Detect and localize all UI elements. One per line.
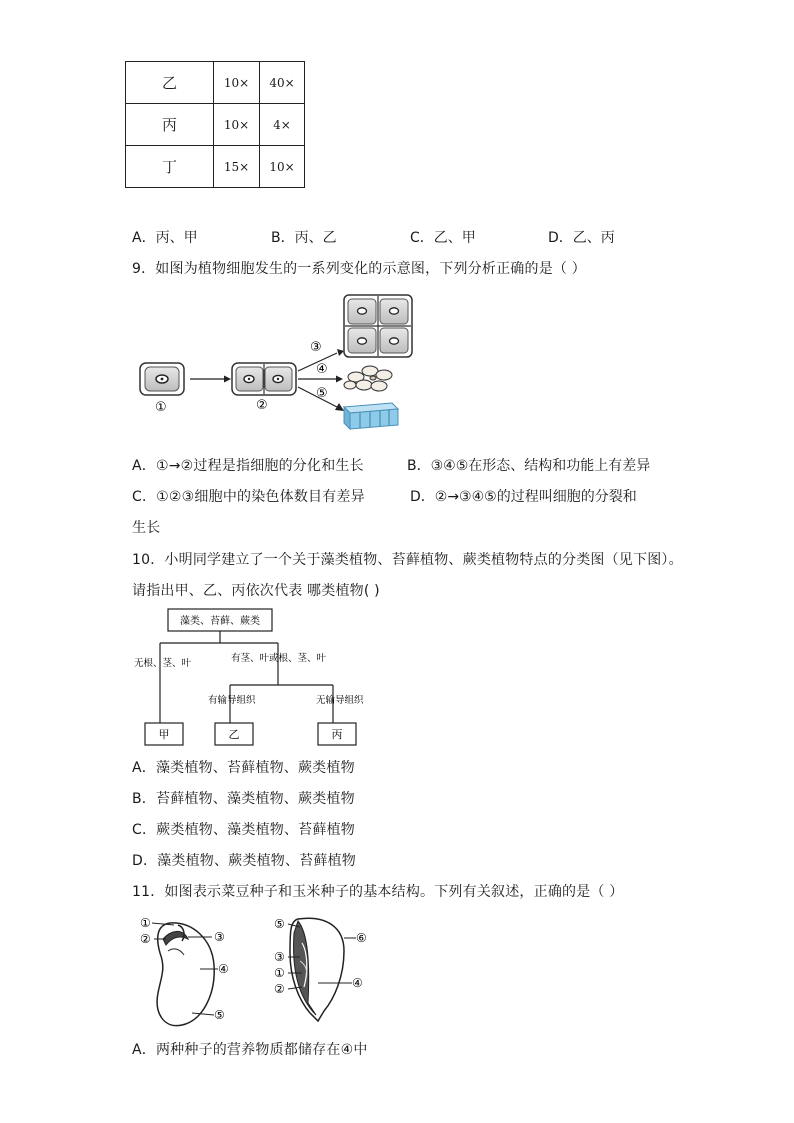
cell-1 bbox=[140, 363, 184, 395]
q10-option-d[interactable]: D．藻类植物、蕨类植物、苔藓植物 bbox=[132, 853, 356, 869]
corn-label-5: ⑤ bbox=[274, 917, 285, 931]
q8-option-d[interactable]: D．乙、丙 bbox=[548, 230, 615, 246]
q10-option-c[interactable]: C．蕨类植物、藻类植物、苔藓植物 bbox=[132, 822, 355, 838]
corn-label-1: ① bbox=[274, 966, 285, 980]
table-cell: 4× bbox=[260, 104, 305, 146]
q8-option-c[interactable]: C．乙、甲 bbox=[410, 230, 476, 246]
q9-option-d[interactable]: D．②→③④⑤的过程叫细胞的分裂和 bbox=[410, 489, 637, 505]
cell-group-4 bbox=[344, 366, 392, 391]
q9-option-c[interactable]: C．①②③细胞中的染色体数目有差异 bbox=[132, 489, 365, 505]
bean-label-4: ④ bbox=[218, 962, 229, 976]
table-cell: 40× bbox=[260, 62, 305, 104]
diagram-leaf-yi: 乙 bbox=[228, 728, 240, 741]
corn-label-4: ④ bbox=[352, 976, 363, 990]
table-cell: 15× bbox=[214, 146, 260, 188]
q10-option-a[interactable]: A．藻类植物、苔藓植物、蕨类植物 bbox=[132, 760, 355, 776]
classification-diagram bbox=[130, 605, 390, 750]
table-cell: 乙 bbox=[126, 62, 214, 104]
q11-option-a[interactable]: A．两种种子的营养物质都储存在④中 bbox=[132, 1042, 368, 1058]
cell-group-3 bbox=[344, 295, 412, 357]
seed-structure-figure bbox=[130, 903, 380, 1033]
q8-options bbox=[0, 227, 794, 247]
table-cell: 10× bbox=[214, 62, 260, 104]
diagram-sub-left: 有输导组织 bbox=[208, 695, 256, 706]
label-1: ① bbox=[155, 400, 167, 415]
bean-seed bbox=[157, 923, 214, 1026]
diagram-leaf-bing: 丙 bbox=[331, 728, 343, 741]
q8-option-a[interactable]: A．丙、甲 bbox=[132, 230, 198, 246]
table-cell: 丙 bbox=[126, 104, 214, 146]
q8-option-b[interactable]: B．丙、乙 bbox=[271, 230, 337, 246]
diagram-sub-right: 无输导组织 bbox=[316, 695, 364, 706]
label-4: ④ bbox=[316, 362, 328, 377]
magnification-table bbox=[125, 61, 305, 188]
q9-option-d-continued: 生长 bbox=[132, 520, 161, 536]
diagram-root: 藻类、苔藓、蕨类 bbox=[180, 616, 260, 627]
table-row bbox=[126, 62, 305, 104]
table-row bbox=[126, 146, 305, 188]
label-2: ② bbox=[256, 398, 268, 413]
corn-label-2: ② bbox=[274, 982, 285, 996]
table-cell: 10× bbox=[214, 104, 260, 146]
diagram-left-branch: 无根、茎、叶 bbox=[134, 658, 192, 669]
corn-label-6: ⑥ bbox=[356, 931, 367, 945]
cell-group-5 bbox=[344, 403, 398, 429]
table-row bbox=[126, 104, 305, 146]
q9-option-b[interactable]: B．③④⑤在形态、结构和功能上有差异 bbox=[407, 458, 651, 474]
diagram-leaf-jia: 甲 bbox=[158, 728, 170, 741]
bean-label-1: ① bbox=[140, 916, 151, 930]
q9-stem: 9．如图为植物细胞发生的一系列变化的示意图，下列分析正确的是（ ） bbox=[132, 261, 586, 277]
q11-stem: 11．如图表示菜豆种子和玉米种子的基本结构。下列有关叙述，正确的是（ ） bbox=[132, 884, 624, 900]
bean-label-5: ⑤ bbox=[214, 1008, 225, 1022]
q10-option-b[interactable]: B．苔藓植物、藻类植物、蕨类植物 bbox=[132, 791, 355, 807]
q10-stem-line2: 请指出甲、乙、丙依次代表 哪类植物( ) bbox=[132, 583, 380, 599]
corn-label-3: ③ bbox=[274, 950, 285, 964]
table-cell: 10× bbox=[260, 146, 305, 188]
corn-seed bbox=[290, 918, 344, 1021]
label-3: ③ bbox=[310, 340, 322, 355]
cell-2 bbox=[232, 363, 296, 395]
table-cell: 丁 bbox=[126, 146, 214, 188]
bean-label-3: ③ bbox=[214, 930, 225, 944]
q9-option-a[interactable]: A．①→②过程是指细胞的分化和生长 bbox=[132, 458, 364, 474]
cell-division-figure bbox=[130, 285, 430, 435]
bean-label-2: ② bbox=[140, 932, 151, 946]
label-5: ⑤ bbox=[316, 386, 328, 401]
diagram-right-branch: 有茎、叶或根、茎、叶 bbox=[231, 653, 327, 664]
q10-stem: 10．小明同学建立了一个关于藻类植物、苔藓植物、蕨类植物特点的分类图（见下图）。 bbox=[132, 552, 683, 568]
